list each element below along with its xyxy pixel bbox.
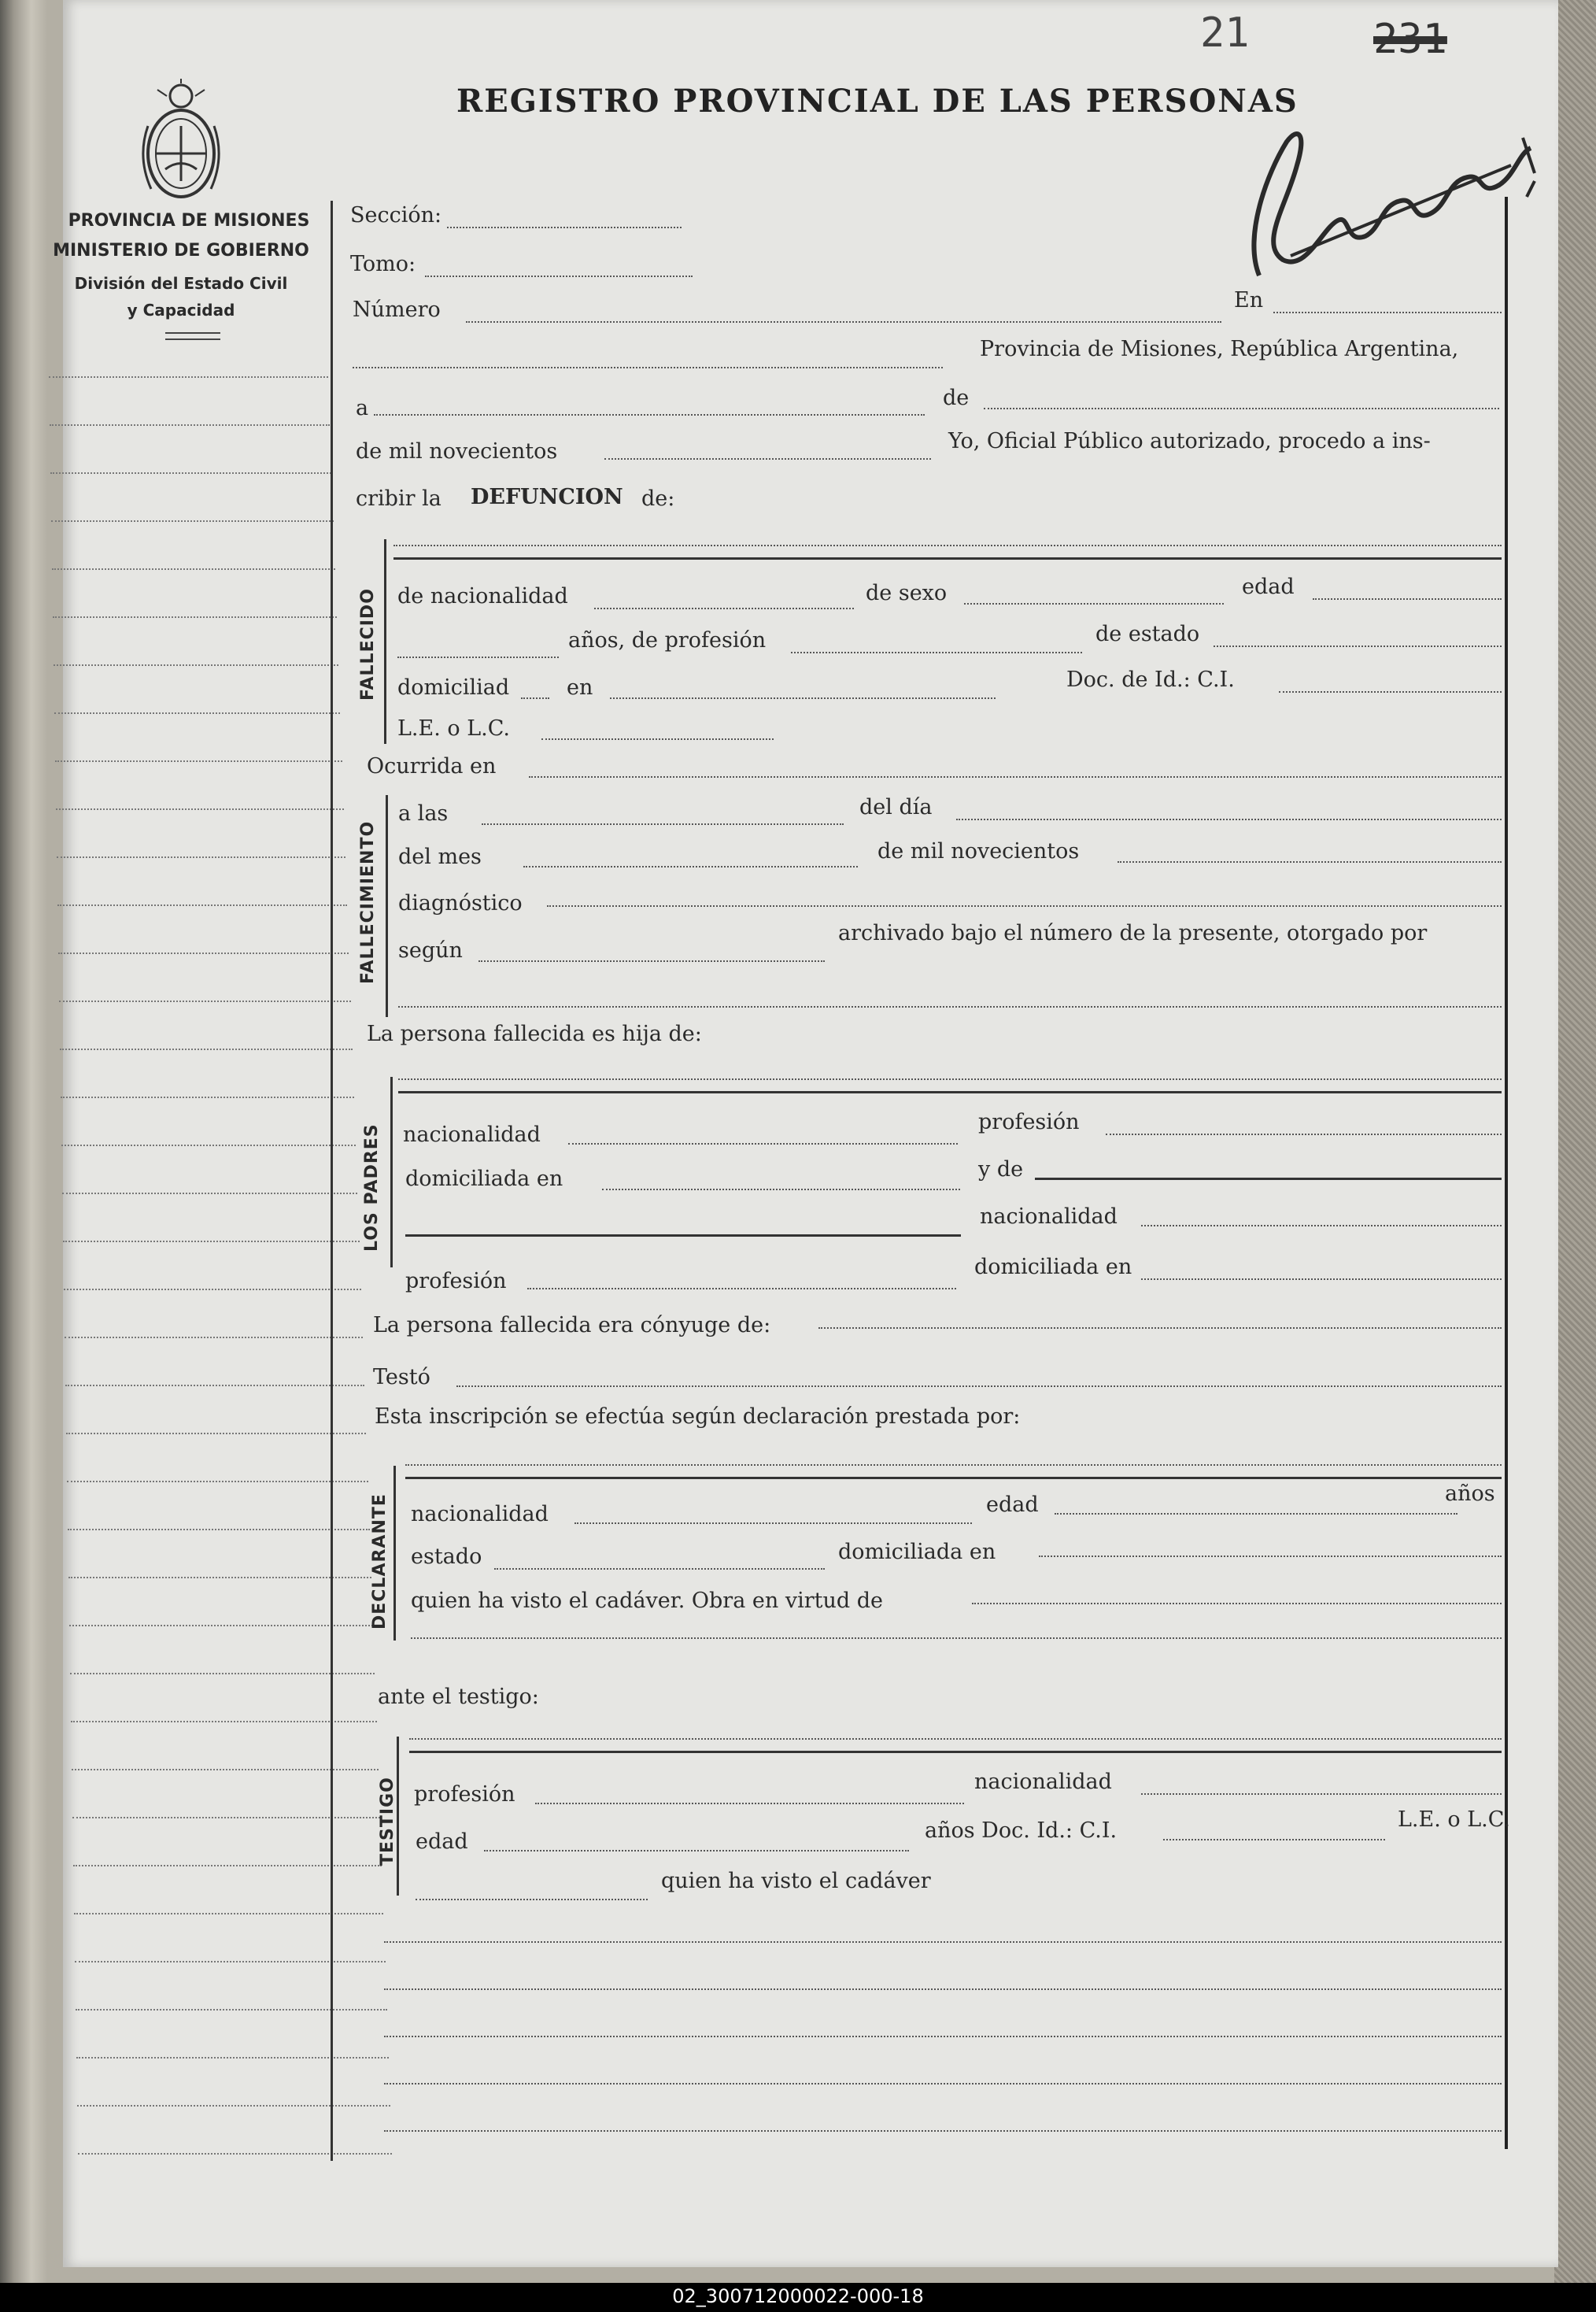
left-margin-rule: [331, 201, 333, 2161]
margin-note-line[interactable]: [70, 1673, 375, 1674]
ocurrida-label: Ocurrida en: [367, 754, 497, 779]
margin-note-line[interactable]: [50, 472, 331, 474]
domiciliad-suffix[interactable]: [521, 697, 549, 699]
testigo-side-label: TESTIGO: [378, 1777, 397, 1866]
tomo-label: Tomo:: [350, 252, 416, 276]
edad-field[interactable]: [1313, 598, 1502, 600]
madre-domiciliada-label: domiciliada en: [974, 1255, 1132, 1279]
margin-note-line[interactable]: [58, 953, 349, 954]
lugar-field[interactable]: [353, 367, 943, 368]
otorgado-field[interactable]: [398, 1006, 1502, 1008]
hora-field[interactable]: [482, 823, 844, 825]
profesion-field[interactable]: [791, 652, 1082, 653]
anio-fallecimiento-field[interactable]: [1118, 861, 1502, 863]
margin-note-line[interactable]: [69, 1625, 373, 1626]
ocurrida-field[interactable]: [529, 776, 1502, 778]
margin-note-line[interactable]: [50, 424, 330, 426]
declarante-estado-field[interactable]: [494, 1568, 825, 1570]
margin-note-line[interactable]: [65, 1385, 364, 1386]
cribir-post: de:: [641, 486, 675, 511]
padre-domicilio-field[interactable]: [602, 1189, 960, 1190]
fallecimiento-bracket: [386, 795, 388, 1017]
declarante-nacionalidad-label: nacionalidad: [411, 1502, 549, 1526]
de-label: de: [943, 386, 970, 410]
testigo-anos-doc-label: años Doc. Id.: C.I.: [925, 1818, 1118, 1843]
margin-note-line[interactable]: [66, 1433, 366, 1434]
office-division: División del Estado Civil: [74, 274, 288, 293]
hija-de-label: La persona fallecida es hija de:: [367, 1022, 702, 1046]
image-id: 02_300712000022-000-18: [672, 2285, 924, 2307]
domicilio-en-label: en: [567, 675, 593, 700]
margin-note-line[interactable]: [72, 1817, 380, 1818]
book-spine: [1554, 0, 1596, 2283]
a-las-label: a las: [398, 801, 449, 826]
margin-note-line[interactable]: [76, 2057, 389, 2059]
note-line[interactable]: [384, 1988, 1502, 1990]
obra-cont-field[interactable]: [411, 1637, 1502, 1639]
testigo-profesion-label: profesión: [414, 1782, 515, 1807]
margin-note-line[interactable]: [61, 1145, 356, 1146]
header-rule: [165, 332, 220, 340]
margin-note-line[interactable]: [57, 904, 347, 906]
declarante-edad-field[interactable]: [1055, 1513, 1457, 1515]
note-line[interactable]: [384, 2036, 1502, 2037]
fallecido-bracket: [384, 539, 386, 744]
padres-side-label: LOS PADRES: [362, 1123, 382, 1252]
dia-field[interactable]: [374, 414, 925, 416]
margin-note-line[interactable]: [68, 1529, 370, 1530]
margin-note-line[interactable]: [57, 856, 345, 858]
del-dia-label: del día: [859, 795, 933, 819]
cribir-pre: cribir la: [356, 486, 441, 511]
coat-of-arms-seal: [134, 79, 228, 205]
mes-field[interactable]: [984, 408, 1499, 409]
margin-note-line[interactable]: [65, 1337, 363, 1338]
declarante-anos-label: años: [1445, 1482, 1495, 1506]
note-line[interactable]: [384, 2083, 1502, 2084]
padre-nacionalidad-field[interactable]: [568, 1143, 958, 1145]
folio-number: 21: [1200, 9, 1250, 57]
declarante-quien-text: quien ha visto el cadáver. Obra en virtud de: [411, 1589, 884, 1613]
note-line[interactable]: [384, 1941, 1502, 1943]
estado-label: de estado: [1095, 622, 1200, 646]
office-province: PROVINCIA DE MISIONES: [68, 211, 310, 231]
margin-note-line[interactable]: [61, 1097, 354, 1098]
inscripcion-text: Esta inscripción se efectúa según declaración prestada por:: [375, 1404, 1021, 1429]
testigo-edad-label: edad: [416, 1829, 468, 1854]
diagnostico-label: diagnóstico: [398, 891, 523, 916]
margin-note-line[interactable]: [56, 808, 344, 810]
ante-testigo-label: ante el testigo:: [378, 1685, 539, 1709]
a-label: a: [356, 396, 369, 420]
declarante-side-label: DECLARANTE: [370, 1493, 390, 1629]
defuncion-text: DEFUNCION: [471, 485, 623, 509]
padre-domiciliada-label: domiciliada en: [405, 1167, 563, 1191]
fallecido-side-label: FALLECIDO: [358, 588, 378, 701]
domiciliad-label: domiciliad: [397, 675, 510, 700]
margin-note-line[interactable]: [51, 520, 334, 522]
estado-field[interactable]: [1214, 646, 1502, 647]
margin-note-line[interactable]: [55, 760, 342, 762]
sexo-field[interactable]: [964, 603, 1224, 605]
en-label: En: [1234, 288, 1264, 313]
testigo-profesion-field[interactable]: [535, 1803, 964, 1804]
testo-label: Testó: [373, 1365, 430, 1389]
padre-name-field[interactable]: [398, 1091, 1502, 1093]
margin-note-line[interactable]: [49, 376, 328, 378]
margin-note-line[interactable]: [53, 616, 337, 618]
office-capacity: y Capacidad: [127, 301, 235, 320]
testigo-name-dots: [409, 1738, 1502, 1740]
margin-note-line[interactable]: [73, 1865, 382, 1866]
dia-fallecimiento-field[interactable]: [956, 819, 1502, 820]
diagnostico-field[interactable]: [547, 905, 1502, 907]
doc-field[interactable]: [1279, 691, 1502, 693]
conyuge-field[interactable]: [818, 1327, 1502, 1329]
margin-note-line[interactable]: [75, 1961, 386, 1962]
padre-name-dots: [398, 1078, 1502, 1080]
y-de-label: y de: [978, 1157, 1024, 1182]
margin-note-line[interactable]: [68, 1577, 371, 1578]
margin-note-line[interactable]: [54, 712, 340, 714]
archivado-text: archivado bajo el número de la presente, otorgado por: [838, 921, 1428, 945]
padre-nacionalidad-label: nacionalidad: [403, 1123, 541, 1147]
conyuge-label: La persona fallecida era cónyuge de:: [373, 1313, 771, 1337]
le-lc-field[interactable]: [541, 738, 774, 740]
de-mil-label: de mil novecientos: [356, 439, 558, 464]
nacionalidad-field[interactable]: [594, 608, 854, 609]
margin-note-line[interactable]: [63, 1241, 360, 1242]
declarante-edad-label: edad: [986, 1493, 1039, 1517]
testigo-edad-field[interactable]: [484, 1850, 909, 1851]
declarante-name-field[interactable]: [405, 1477, 1502, 1479]
segun-label: según: [398, 938, 463, 963]
sexo-label: de sexo: [866, 581, 948, 605]
testigo-nacionalidad-field[interactable]: [1141, 1793, 1502, 1795]
madre-name-field[interactable]: [1035, 1178, 1502, 1180]
seccion-field[interactable]: [447, 227, 682, 228]
domicilio-field[interactable]: [610, 697, 996, 699]
anio-field[interactable]: [604, 458, 931, 460]
fallecido-name-dots: [393, 545, 1502, 546]
numero-label: Número: [353, 298, 441, 322]
declarante-estado-label: estado: [411, 1544, 482, 1569]
signature-stamp: [1212, 110, 1542, 291]
madre-profesion-label: profesión: [405, 1269, 507, 1293]
testo-field[interactable]: [456, 1385, 1502, 1387]
doc-label: Doc. de Id.: C.I.: [1066, 668, 1235, 692]
en-field[interactable]: [1273, 312, 1502, 313]
anos-field[interactable]: [397, 657, 559, 658]
page-title: REGISTRO PROVINCIAL DE LAS PERSONAS: [456, 83, 1299, 120]
testigo-le-lc-label: L.E. o L.C.: [1398, 1807, 1511, 1832]
de-mil-fallecimiento-label: de mil novecientos: [877, 839, 1080, 864]
declarante-domiciliada-label: domiciliada en: [838, 1540, 996, 1564]
margin-note-line[interactable]: [62, 1193, 357, 1194]
testigo-le-lc-field[interactable]: [416, 1899, 648, 1900]
yo-oficial-text: Yo, Oficial Público autorizado, procedo a ins-: [948, 429, 1431, 453]
margin-note-line[interactable]: [77, 2105, 390, 2107]
testigo-name-field[interactable]: [409, 1751, 1502, 1753]
declarante-domicilio-field[interactable]: [1039, 1556, 1502, 1557]
nacionalidad-label: de nacionalidad: [397, 584, 568, 609]
del-mes-label: del mes: [398, 845, 482, 869]
padre-profesion-field[interactable]: [1106, 1134, 1502, 1135]
note-line[interactable]: [384, 2130, 1502, 2132]
margin-note-line[interactable]: [54, 664, 338, 666]
testigo-quien-text: quien ha visto el cadáver: [661, 1869, 931, 1893]
margin-note-line[interactable]: [60, 1049, 353, 1050]
margin-note-line[interactable]: [52, 568, 335, 570]
margin-note-line[interactable]: [74, 1913, 383, 1914]
margin-note-line[interactable]: [64, 1289, 361, 1290]
madre-nacionalidad-label: nacionalidad: [980, 1204, 1118, 1229]
segun-field[interactable]: [478, 960, 825, 962]
margin-note-line[interactable]: [67, 1481, 368, 1482]
madre-name-cont-field[interactable]: [405, 1234, 961, 1237]
fallecimiento-side-label: FALLECIMIENTO: [358, 820, 378, 984]
padre-profesion-label: profesión: [978, 1110, 1080, 1134]
margin-note-line[interactable]: [59, 1001, 351, 1002]
padres-bracket: [390, 1077, 393, 1267]
seccion-label: Sección:: [350, 203, 442, 228]
edad-label: edad: [1242, 575, 1295, 599]
mes-fallecimiento-field[interactable]: [523, 866, 858, 867]
le-lc-label: L.E. o L.C.: [397, 716, 511, 741]
margin-note-line[interactable]: [78, 2153, 392, 2155]
testigo-doc-field[interactable]: [1163, 1839, 1385, 1840]
anos-profesion-label: años, de profesión: [568, 628, 767, 653]
madre-profesion-field[interactable]: [527, 1288, 956, 1289]
madre-domicilio-field[interactable]: [1141, 1278, 1502, 1280]
obra-field[interactable]: [972, 1603, 1502, 1604]
declarante-bracket: [393, 1466, 396, 1641]
madre-nacionalidad-field[interactable]: [1141, 1225, 1502, 1226]
numero-field[interactable]: [466, 321, 1221, 323]
office-ministry: MINISTERIO DE GOBIERNO: [53, 241, 309, 261]
provincia-text: Provincia de Misiones, República Argentina,: [980, 337, 1459, 361]
testigo-nacionalidad-label: nacionalidad: [974, 1770, 1112, 1794]
declarante-nacionalidad-field[interactable]: [574, 1522, 972, 1524]
declarante-name-dots: [405, 1464, 1502, 1466]
folio-number-struck: 231: [1373, 16, 1447, 63]
right-margin-rule: [1505, 197, 1508, 2149]
tomo-field[interactable]: [425, 276, 693, 277]
margin-note-line[interactable]: [76, 2009, 387, 2011]
fallecido-name-field[interactable]: [393, 557, 1502, 560]
